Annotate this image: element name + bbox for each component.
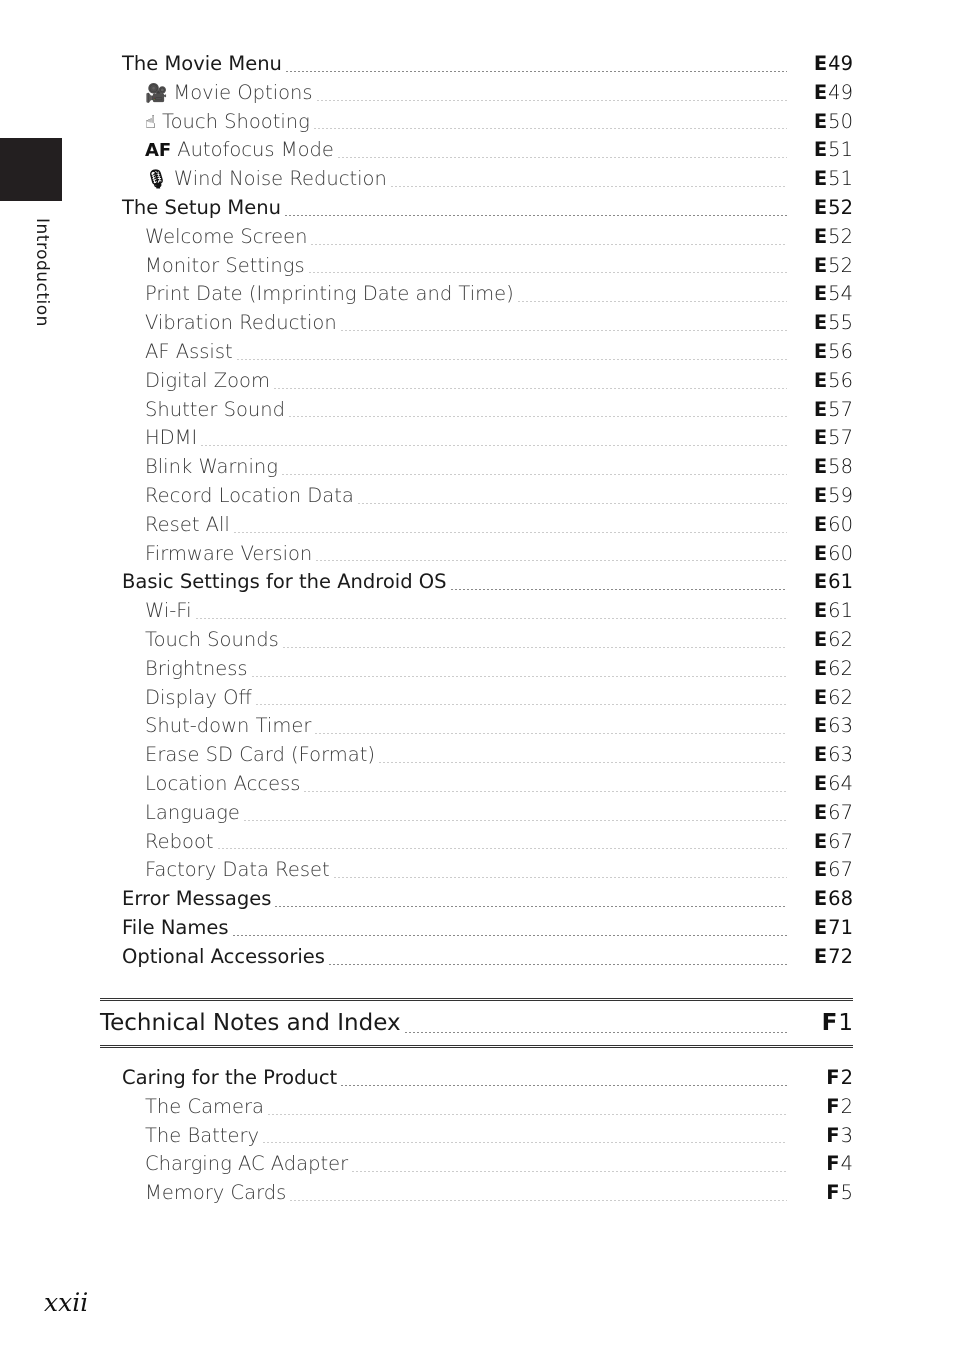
page-number: 62 bbox=[828, 627, 853, 651]
reference-section-icon: E bbox=[813, 224, 828, 248]
leader-dots bbox=[195, 618, 787, 619]
leader-dots bbox=[255, 704, 787, 705]
page-ref bbox=[797, 626, 853, 655]
page-ref bbox=[797, 885, 853, 914]
page-ref bbox=[797, 712, 853, 741]
toc-entry[interactable] bbox=[122, 223, 853, 252]
toc-entry-label: Erase SD Card (Format) bbox=[145, 743, 375, 767]
leader-dots bbox=[200, 445, 787, 446]
toc-entry[interactable] bbox=[122, 252, 853, 281]
page-ref bbox=[797, 338, 853, 367]
page-number: 67 bbox=[828, 829, 853, 853]
page-number: 57 bbox=[828, 426, 853, 450]
reference-section-icon: E bbox=[813, 80, 828, 104]
touch-shooting-icon: ☝ bbox=[145, 111, 156, 133]
leader-dots bbox=[281, 474, 787, 475]
leader-dots bbox=[340, 330, 787, 331]
leader-dots bbox=[274, 906, 787, 907]
toc-entry[interactable] bbox=[122, 626, 853, 655]
page-number: 62 bbox=[828, 656, 853, 680]
page-number: 2 bbox=[840, 1066, 853, 1089]
toc-entry-label: Digital Zoom bbox=[145, 368, 270, 392]
toc-entry[interactable] bbox=[122, 1150, 853, 1179]
leader-dots bbox=[357, 503, 787, 504]
reference-section-icon: E bbox=[813, 771, 828, 795]
page-number: 61 bbox=[828, 599, 853, 623]
toc-entry-label: Shut-down Timer bbox=[145, 714, 312, 738]
page-number: 59 bbox=[828, 483, 853, 507]
page-ref bbox=[797, 1093, 853, 1122]
toc-entry-label: Blink Warning bbox=[145, 455, 278, 479]
reference-section-icon: E bbox=[813, 138, 828, 162]
leader-dots bbox=[340, 1085, 787, 1086]
toc-entry[interactable] bbox=[122, 482, 853, 511]
reference-section-icon: E bbox=[813, 829, 828, 853]
leader-dots bbox=[288, 416, 787, 417]
technical-notes-icon: F bbox=[821, 1010, 838, 1036]
toc-entry[interactable] bbox=[122, 770, 853, 799]
page-ref bbox=[797, 856, 853, 885]
page-ref bbox=[797, 684, 853, 713]
toc-entry-label: Autofocus Mode bbox=[177, 138, 334, 162]
page-number: 5 bbox=[840, 1181, 853, 1205]
leader-dots bbox=[308, 272, 787, 273]
leader-dots bbox=[378, 762, 787, 763]
toc-entry[interactable] bbox=[122, 712, 853, 741]
page-ref bbox=[797, 597, 853, 626]
toc-entry[interactable] bbox=[122, 136, 853, 165]
reference-section-icon: E bbox=[813, 195, 828, 219]
toc-entry-label: Wi-Fi bbox=[145, 599, 192, 623]
toc-entry[interactable] bbox=[122, 280, 853, 309]
leader-dots bbox=[316, 100, 787, 101]
toc-entry[interactable] bbox=[122, 799, 853, 828]
reference-section-icon: E bbox=[813, 915, 828, 939]
leader-dots bbox=[303, 791, 787, 792]
reference-section-icon: E bbox=[813, 541, 828, 565]
toc-entry[interactable] bbox=[122, 511, 853, 540]
page-ref bbox=[797, 914, 853, 943]
toc-entry-label: Location Access bbox=[145, 771, 301, 795]
toc-entry[interactable] bbox=[122, 540, 853, 569]
page-ref bbox=[797, 252, 853, 281]
page-number: 52 bbox=[828, 224, 853, 248]
page-number: 67 bbox=[828, 858, 853, 882]
toc-entry[interactable] bbox=[122, 424, 853, 453]
technical-notes-icon: F bbox=[826, 1181, 840, 1205]
toc-entry-label: Touch Shooting bbox=[161, 109, 310, 133]
autofocus-icon: AF bbox=[145, 140, 172, 162]
page-ref bbox=[797, 424, 853, 453]
leader-dots bbox=[262, 1142, 787, 1143]
page-ref bbox=[797, 136, 853, 165]
reference-section-icon: E bbox=[813, 944, 828, 968]
reference-section-icon: E bbox=[813, 455, 828, 479]
leader-dots bbox=[282, 647, 787, 648]
reference-section-icon: E bbox=[813, 512, 828, 536]
page-number: 49 bbox=[828, 52, 853, 75]
reference-section-icon: E bbox=[813, 685, 828, 709]
page-ref bbox=[797, 655, 853, 684]
page-number: 55 bbox=[828, 311, 853, 335]
reference-section-icon: E bbox=[813, 426, 828, 450]
leader-dots bbox=[251, 676, 787, 677]
reference-section-icon: E bbox=[813, 339, 828, 363]
technical-notes-icon: F bbox=[826, 1152, 840, 1176]
reference-section-icon: E bbox=[813, 483, 828, 507]
toc-entry[interactable] bbox=[122, 1179, 853, 1208]
page-number: 2 bbox=[840, 1094, 853, 1118]
page-number: 4 bbox=[840, 1152, 853, 1176]
page-number-footer: xxii bbox=[44, 1288, 89, 1317]
toc-entry-label: Record Location Data bbox=[145, 483, 354, 507]
toc-entry[interactable] bbox=[122, 108, 853, 137]
toc-list-reference bbox=[122, 50, 853, 972]
reference-section-icon: E bbox=[813, 599, 828, 623]
page-ref bbox=[797, 108, 853, 137]
toc-entry-label: Reboot bbox=[145, 829, 214, 853]
page-ref bbox=[797, 943, 853, 972]
toc-entry-label: The Camera bbox=[145, 1094, 264, 1118]
page-number: 1 bbox=[838, 1010, 853, 1036]
toc-entry-label: Memory Cards bbox=[145, 1181, 287, 1205]
section-title: Technical Notes and Index bbox=[100, 1010, 401, 1036]
toc-entry[interactable] bbox=[122, 50, 853, 79]
page-ref bbox=[797, 1001, 853, 1045]
reference-section-icon: E bbox=[813, 253, 828, 277]
toc-entry[interactable] bbox=[122, 1093, 853, 1122]
leader-dots bbox=[517, 301, 787, 302]
leader-dots bbox=[236, 359, 787, 360]
toc-entry[interactable] bbox=[122, 856, 853, 885]
toc-entry[interactable] bbox=[122, 396, 853, 425]
toc-entry[interactable] bbox=[100, 1001, 853, 1045]
page-ref bbox=[797, 396, 853, 425]
toc-entry[interactable] bbox=[122, 655, 853, 684]
leader-dots bbox=[404, 1032, 787, 1033]
page-ref bbox=[797, 280, 853, 309]
toc-entry[interactable] bbox=[122, 828, 853, 857]
reference-section-icon: E bbox=[813, 656, 828, 680]
reference-section-icon: E bbox=[813, 311, 828, 335]
leader-dots bbox=[284, 215, 787, 216]
reference-section-icon: E bbox=[813, 109, 828, 133]
page-ref bbox=[797, 482, 853, 511]
page-number: 63 bbox=[828, 714, 853, 738]
page-ref bbox=[797, 1122, 853, 1151]
toc-entry-label: Movie Options bbox=[173, 80, 313, 104]
leader-dots bbox=[450, 589, 787, 590]
page-ref bbox=[797, 79, 853, 108]
leader-dots bbox=[313, 128, 787, 129]
page-ref bbox=[797, 770, 853, 799]
page-ref bbox=[797, 1064, 853, 1093]
leader-dots bbox=[315, 560, 787, 561]
page-number: 58 bbox=[828, 455, 853, 479]
page-number: 54 bbox=[828, 282, 853, 306]
page-ref bbox=[797, 568, 853, 597]
leader-dots bbox=[333, 877, 787, 878]
reference-section-icon: E bbox=[813, 282, 828, 306]
toc-entry-label: Optional Accessories bbox=[122, 944, 325, 968]
reference-section-icon: E bbox=[813, 887, 828, 911]
page-number: 71 bbox=[828, 915, 853, 939]
page-number: 67 bbox=[828, 800, 853, 824]
page-number: 68 bbox=[828, 887, 853, 911]
page-ref bbox=[797, 309, 853, 338]
toc-entry-label: Reset All bbox=[145, 512, 230, 536]
page-number: 72 bbox=[828, 944, 853, 968]
technical-notes-icon: F bbox=[826, 1123, 840, 1147]
leader-dots bbox=[351, 1171, 787, 1172]
page-ref bbox=[797, 165, 853, 194]
page-number: 60 bbox=[828, 541, 853, 565]
toc-list-technical bbox=[122, 1064, 853, 1208]
leader-dots bbox=[233, 532, 787, 533]
toc-entry[interactable] bbox=[122, 568, 853, 597]
page-number: 51 bbox=[828, 167, 853, 191]
page-number: 60 bbox=[828, 512, 853, 536]
leader-dots bbox=[285, 71, 787, 72]
reference-section-icon: E bbox=[813, 800, 828, 824]
section-tab-marker bbox=[0, 138, 62, 201]
toc-entry[interactable] bbox=[122, 338, 853, 367]
reference-section-icon: E bbox=[813, 743, 828, 767]
leader-dots bbox=[232, 935, 787, 936]
page-number: 61 bbox=[828, 570, 853, 594]
toc-entry-label: Basic Settings for the Android OS bbox=[122, 570, 447, 594]
reference-section-icon: E bbox=[813, 368, 828, 392]
toc-entry-label: Brightness bbox=[145, 656, 248, 680]
page-ref bbox=[797, 511, 853, 540]
page-number: 50 bbox=[828, 109, 853, 133]
technical-notes-icon: F bbox=[826, 1066, 840, 1089]
page-number: 57 bbox=[828, 397, 853, 421]
toc-entry[interactable] bbox=[122, 194, 853, 223]
page-ref bbox=[797, 50, 853, 79]
toc-entry-label: Monitor Settings bbox=[145, 253, 305, 277]
page-ref bbox=[797, 1179, 853, 1208]
toc-entry[interactable] bbox=[122, 597, 853, 626]
leader-dots bbox=[337, 157, 787, 158]
toc-entry-label: Touch Sounds bbox=[145, 627, 279, 651]
page-number: 52 bbox=[828, 253, 853, 277]
technical-notes-icon: F bbox=[826, 1094, 840, 1118]
page-ref bbox=[797, 453, 853, 482]
toc-entry-label: HDMI bbox=[145, 426, 198, 450]
toc-entry[interactable] bbox=[122, 79, 853, 108]
reference-section-icon: E bbox=[813, 627, 828, 651]
leader-dots bbox=[267, 1114, 787, 1115]
toc-entry-label: File Names bbox=[122, 915, 229, 939]
toc-entry[interactable] bbox=[122, 1064, 853, 1093]
page-ref bbox=[797, 540, 853, 569]
page-number: 62 bbox=[828, 685, 853, 709]
toc-entry-label: Print Date (Imprinting Date and Time) bbox=[145, 282, 514, 306]
page-number: 64 bbox=[828, 771, 853, 795]
page-ref bbox=[797, 1150, 853, 1179]
page-ref bbox=[797, 799, 853, 828]
leader-dots bbox=[273, 388, 787, 389]
toc-entry-label: Language bbox=[145, 800, 240, 824]
toc-entry[interactable] bbox=[122, 943, 853, 972]
toc-entry-label: The Setup Menu bbox=[122, 195, 281, 219]
page-number: 51 bbox=[828, 138, 853, 162]
leader-dots bbox=[390, 186, 787, 187]
page-number: 49 bbox=[828, 80, 853, 104]
leader-dots bbox=[289, 1200, 787, 1201]
leader-dots bbox=[310, 244, 787, 245]
page-number: 52 bbox=[828, 195, 853, 219]
toc-entry-label: Caring for the Product bbox=[122, 1066, 338, 1089]
leader-dots bbox=[217, 848, 787, 849]
toc-entry[interactable] bbox=[122, 165, 853, 194]
page-number: 3 bbox=[840, 1123, 853, 1147]
page-ref bbox=[797, 223, 853, 252]
page-number: 56 bbox=[828, 339, 853, 363]
page-number: 63 bbox=[828, 743, 853, 767]
toc-entry-label: Charging AC Adapter bbox=[145, 1152, 349, 1176]
reference-section-icon: E bbox=[813, 397, 828, 421]
reference-section-icon: E bbox=[813, 167, 828, 191]
page-ref bbox=[797, 741, 853, 770]
toc-entry[interactable] bbox=[122, 684, 853, 713]
toc-entry[interactable] bbox=[122, 453, 853, 482]
toc-entry-label: Vibration Reduction bbox=[145, 311, 337, 335]
reference-section-icon: E bbox=[813, 570, 828, 594]
reference-section-icon: E bbox=[813, 714, 828, 738]
page-number: 56 bbox=[828, 368, 853, 392]
page-ref bbox=[797, 194, 853, 223]
toc-entry-label: Error Messages bbox=[122, 887, 272, 911]
toc-entry-label: Firmware Version bbox=[145, 541, 313, 565]
section-header-technical-notes[interactable] bbox=[100, 998, 853, 1048]
toc-entry[interactable] bbox=[122, 885, 853, 914]
toc-entry-label: Display Off bbox=[145, 685, 252, 709]
toc-entry-label: Shutter Sound bbox=[145, 397, 286, 421]
toc-entry-label: Factory Data Reset bbox=[145, 858, 330, 882]
toc-entry-label: Welcome Screen bbox=[145, 224, 308, 248]
leader-dots bbox=[328, 964, 787, 965]
toc-entry[interactable] bbox=[122, 741, 853, 770]
toc-entry-label: The Movie Menu bbox=[122, 52, 282, 75]
toc-entry[interactable] bbox=[122, 914, 853, 943]
side-label: Introduction bbox=[32, 218, 52, 327]
toc-entry[interactable] bbox=[122, 367, 853, 396]
leader-dots bbox=[243, 820, 787, 821]
toc-entry-label: Wind Noise Reduction bbox=[173, 167, 387, 191]
toc-entry-label: The Battery bbox=[145, 1123, 260, 1147]
page-ref bbox=[797, 367, 853, 396]
wind-noise-icon: 🎙 bbox=[145, 169, 168, 191]
movie-camera-icon: 🎥 bbox=[145, 82, 168, 104]
toc-entry[interactable] bbox=[122, 1122, 853, 1151]
reference-section-icon: E bbox=[813, 52, 828, 75]
page-ref bbox=[797, 828, 853, 857]
toc-entry-label: AF Assist bbox=[145, 339, 233, 363]
reference-section-icon: E bbox=[813, 858, 828, 882]
leader-dots bbox=[314, 733, 787, 734]
toc-entry[interactable] bbox=[122, 309, 853, 338]
